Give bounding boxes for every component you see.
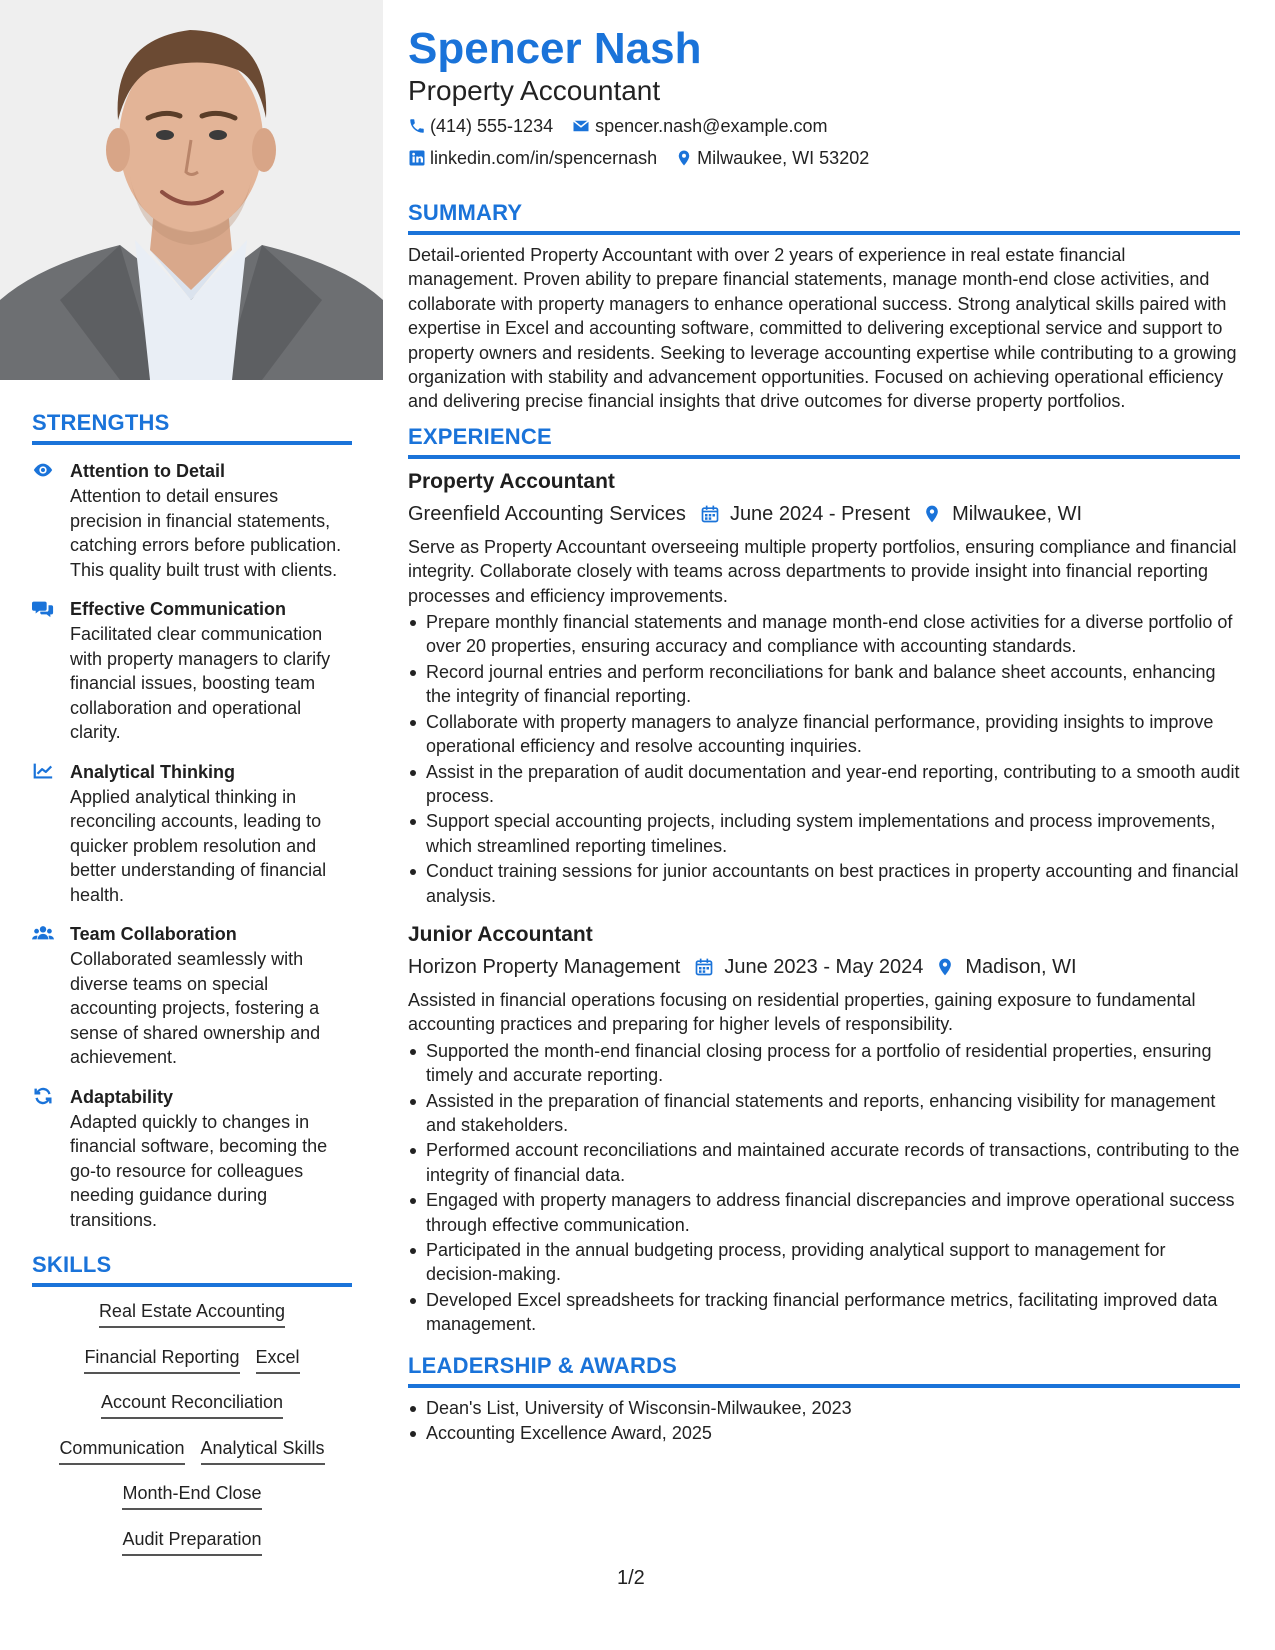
bullet-item: Conduct training sessions for junior accountants on best practices in property accounting and financial analysis.: [408, 859, 1240, 908]
line-chart-icon: [32, 760, 70, 908]
profile-photo: [0, 0, 383, 380]
email-item[interactable]: [571, 110, 827, 142]
skill-row: [32, 1436, 352, 1482]
skill-row: [32, 1527, 352, 1573]
bullet-item: Participated in the annual budgeting process, providing analytical support to management for decision-making.: [408, 1238, 1240, 1287]
bullet-item: Prepare monthly financial statements and manage month-end close activities for a diverse portfolio of over 20 properties, ensuring accuracy and compliance with accounting standards.: [408, 610, 1240, 659]
skill-tag: Account Reconciliation: [101, 1390, 283, 1419]
map-pin-icon: [935, 957, 955, 977]
phone-icon: [408, 117, 426, 135]
job-title: Property Accountant: [408, 469, 615, 493]
email-text: spencer.nash@example.com: [595, 116, 828, 136]
strength-name: Analytical Thinking: [70, 761, 236, 782]
strength-name: Adaptability: [70, 1086, 174, 1107]
strength-name: Team Collaboration: [70, 924, 237, 944]
summary-text: Detail-oriented Property Accountant with over 2 years of experience in real estate financial management. Proven ability to prepare financial statements, manage month-end close activities, and collaborate with property managers to enhance operational success. Strong analytical skills paired with expertise in Excel and accounting software, committed to delivering exceptional service and support to property owners and residents. Seeking to leverage accounting expertise while contributing to a growing organization with stability and advancement opportunities. Focused on achieving operational efficiency and delivering precise financial insights that drive outcomes for diverse property portfolios.: [408, 245, 1237, 412]
calendar-icon: [700, 504, 720, 524]
strength-description: Applied analytical thinking in reconciling accounts, leading to quicker problem resolution and better understanding of financial health.: [70, 786, 327, 905]
skill-tag: Real Estate Accounting: [99, 1299, 285, 1328]
experience-heading: EXPERIENCE: [408, 424, 1240, 459]
map-pin-icon: [675, 149, 693, 167]
bullet-item: Developed Excel spreadsheets for tracking financial performance metrics, facilitating improved data management.: [408, 1288, 1240, 1337]
skill-row: [32, 1481, 352, 1527]
eye-icon: [32, 459, 70, 582]
sidebar: [32, 410, 352, 1572]
strength-item: [32, 760, 352, 908]
strength-name: Attention to Detail: [70, 461, 225, 481]
skills-heading: SKILLS: [32, 1252, 352, 1287]
skill-tag: Month-End Close: [122, 1481, 261, 1510]
bullet-item: Assisted in the preparation of financial statements and reports, enhancing visibility for management and stakeholders.: [408, 1089, 1240, 1138]
strength-description: Attention to detail ensures precision in financial statements, catching errors before publication. This quality built trust with clients.: [70, 486, 342, 580]
skill-row: [32, 1345, 352, 1391]
job-company: Greenfield Accounting Services: [408, 502, 686, 525]
skill-row: [32, 1299, 352, 1345]
page-number: 1/2: [617, 1567, 645, 1589]
users-icon: [32, 922, 70, 1070]
map-pin-icon: [922, 504, 942, 524]
skill-tag: Communication: [59, 1436, 184, 1465]
linkedin-icon: [408, 149, 426, 167]
job-dates: June 2023 - May 2024: [724, 955, 924, 978]
job-title: Junior Accountant: [408, 922, 593, 946]
contact-row: [408, 110, 1240, 142]
strength-name: Effective Communication: [70, 599, 287, 619]
strength-item: [32, 597, 352, 745]
strength-item: [32, 459, 352, 582]
job-location: Madison, WI: [965, 955, 1077, 978]
skills-list: [32, 1299, 352, 1572]
summary-section: [408, 200, 1240, 414]
awards-section: [408, 1353, 1240, 1446]
location-item: [675, 142, 869, 174]
linkedin-text: linkedin.com/in/spencernash: [430, 148, 658, 168]
job-bullets: [408, 1039, 1240, 1337]
linkedin-item[interactable]: [408, 142, 657, 174]
refresh-icon: [32, 1085, 70, 1233]
skill-tag: Analytical Skills: [201, 1436, 325, 1465]
job-company: Horizon Property Management: [408, 955, 681, 978]
strength-description: Collaborated seamlessly with diverse teams on special accounting projects, fostering a sense of shared ownership and achievement.: [70, 949, 321, 1067]
chat-bubbles-icon: [32, 597, 70, 745]
job-meta: [408, 952, 1240, 982]
strength-item: [32, 1085, 352, 1233]
job-entry: [408, 920, 1240, 1337]
job-meta: [408, 499, 1240, 529]
job-location: Milwaukee, WI: [952, 502, 1083, 525]
awards-list: [408, 1396, 1240, 1446]
candidate-name: Spencer Nash: [408, 24, 702, 73]
envelope-icon: [571, 117, 591, 135]
award-item: Dean's List, University of Wisconsin-Milwaukee, 2023: [408, 1396, 1240, 1420]
strength-description: Facilitated clear communication with property managers to clarify financial issues, boosting team collaboration and operational clarity.: [70, 624, 331, 742]
bullet-item: Support special accounting projects, including system implementations and process improvements, which streamlined reporting timelines.: [408, 809, 1240, 858]
bullet-item: Collaborate with property managers to analyze financial performance, providing insights to improve operational efficiency and resolve accounting inquiries.: [408, 710, 1240, 759]
awards-heading: LEADERSHIP & AWARDS: [408, 1353, 1240, 1388]
skill-row: [32, 1390, 352, 1436]
bullet-item: Record journal entries and perform reconciliations for bank and balance sheet accounts, enhancing the integrity of financial reporting.: [408, 660, 1240, 709]
summary-heading: SUMMARY: [408, 200, 1240, 235]
strengths-list: [32, 459, 352, 1232]
experience-section: [408, 424, 1240, 1337]
candidate-role: Property Accountant: [408, 75, 661, 106]
job-dates: June 2024 - Present: [729, 502, 911, 525]
phone-text: (414) 555-1234: [430, 116, 554, 136]
contact-row: [408, 142, 1240, 174]
bullet-item: Supported the month-end financial closing process for a portfolio of residential properties, ensuring timely and accurate reporting.: [408, 1039, 1240, 1088]
phone-item[interactable]: [408, 110, 553, 142]
skill-tag: Financial Reporting: [84, 1345, 239, 1374]
job-description: Assisted in financial operations focusing on residential properties, gaining exposure to fundamental accounting practices and preparing for higher levels of responsibility.: [408, 989, 1196, 1035]
skill-tag: Audit Preparation: [122, 1527, 261, 1556]
strengths-heading: STRENGTHS: [32, 410, 352, 445]
strength-description: Adapted quickly to changes in financial software, becoming the go-to resource for colleagues needing guidance during transitions.: [70, 1111, 328, 1230]
job-bullets: [408, 610, 1240, 908]
strength-item: [32, 922, 352, 1070]
main-content: [408, 22, 1240, 1446]
portrait-illustration: [0, 0, 383, 380]
job-entry: [408, 467, 1240, 908]
job-description: Serve as Property Accountant overseeing multiple property portfolios, ensuring compliance and financial integrity. Collaborate closely with teams across departments to provide insight into financial reporting processes and efficiency improvements.: [408, 536, 1237, 606]
calendar-icon: [694, 957, 714, 977]
award-item: Accounting Excellence Award, 2025: [408, 1421, 1240, 1445]
bullet-item: Engaged with property managers to address financial discrepancies and improve operational success through effective communication.: [408, 1188, 1240, 1237]
location-text: Milwaukee, WI 53202: [697, 148, 870, 168]
skill-tag: Excel: [256, 1345, 300, 1374]
bullet-item: Performed account reconciliations and maintained accurate records of transactions, contributing to the integrity of financial data.: [408, 1138, 1240, 1187]
bullet-item: Assist in the preparation of audit documentation and year-end reporting, contributing to a smooth audit process.: [408, 760, 1240, 809]
